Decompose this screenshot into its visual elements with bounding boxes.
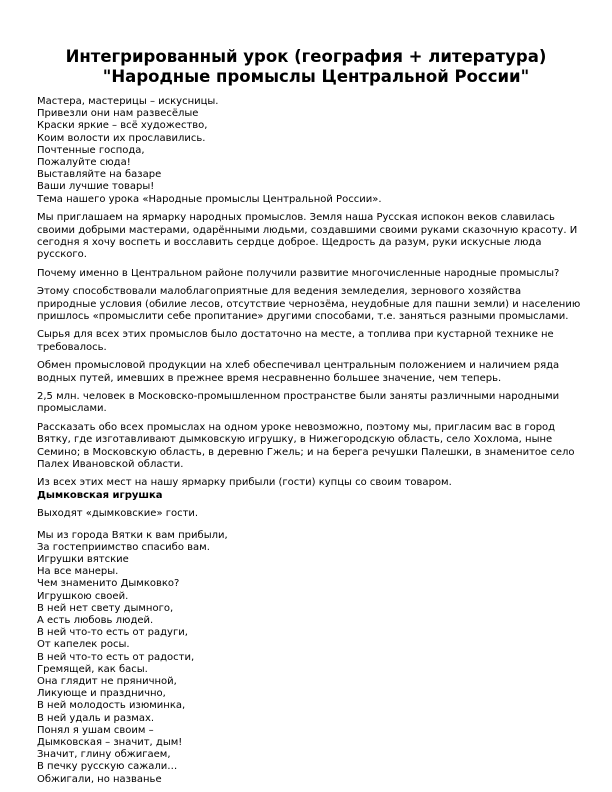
paragraph: Сырья для всех этих промыслов было достаточно на месте, а топлива при кустарной технике не требовалось.: [37, 329, 554, 353]
verse-line: Гремящей, как басы.: [37, 663, 148, 675]
paragraph: Из всех этих мест на нашу ярмарку прибыли (гости) купцы со своим товаром.: [37, 477, 452, 489]
paragraph: Обмен промысловой продукции на хлеб обеспечивал центральным положением и наличием ряда водных путей, имевших в прежнее время несравненно большее значение, чем теперь.: [37, 360, 560, 384]
verse-line: А есть любовь людей.: [37, 615, 154, 627]
page-title: [0, 47, 612, 87]
verse-line: Игрушки вятские: [37, 554, 129, 565]
verse-line: В печку русскую сажали…: [37, 761, 178, 773]
verse-line: В ней нет свету дымного,: [37, 602, 174, 614]
verse-line: Выставляйте на базаре: [37, 169, 162, 181]
document-body: [37, 96, 581, 786]
verse-line: В ней удаль и размах.: [37, 712, 155, 724]
verse-line: Краски яркие – всё художество,: [37, 120, 208, 132]
title-line-2: "Народные промыслы Центральной России": [102, 67, 530, 86]
intro-verse: [37, 96, 581, 206]
verse-line: Понял я ушам своим –: [37, 724, 154, 736]
verse-line: От капелек росы.: [37, 639, 130, 651]
paragraph: Почему именно в Центральном районе получили развитие многочисленные народные промыслы?: [37, 267, 560, 279]
verse-line: Пожалуйте сюда!: [37, 157, 131, 169]
verse-line: Дымковская – значит, дым!: [37, 737, 183, 749]
verse-line: В ней что-то есть от радости,: [37, 651, 195, 663]
verse-line: Мастера, мастерицы – искусницы.: [37, 96, 219, 107]
verse-line: На все манеры.: [37, 566, 119, 578]
verse-line: Она глядит не пряничной,: [37, 676, 177, 688]
paragraph: Этому способствовали малоблагоприятные для ведения земледелия, зернового хозяйства природные условия (обилие лесов, отсутствие чернозёма, неудобные для пашни земли) и населению пришлось «промыслити себе пропитание» другими способами, т.е. заняться разными промыслами.: [37, 286, 581, 322]
verse-line: Привезли они нам развесёлые: [37, 108, 199, 120]
verse-line: В ней молодость изюминка,: [37, 700, 186, 712]
lesson-topic: Тема нашего урока «Народные промыслы Центральной России».: [37, 193, 382, 205]
verse-line: За гостеприимство спасибо вам.: [37, 541, 210, 553]
verse-line: Обжигали, но названье: [37, 773, 162, 785]
verse-line: Мы из города Вятки к вам прибыли,: [37, 529, 228, 541]
verse-line: Коим волости их прославились.: [37, 132, 206, 144]
dymkovo-verse: [37, 530, 581, 786]
section-intro: Выходят «дымковские» гости.: [37, 508, 199, 520]
section-heading: Дымковская игрушка: [37, 489, 163, 501]
verse-line: Чем знаменито Дымковко?: [37, 578, 180, 590]
verse-line: В ней что-то есть от радуги,: [37, 627, 188, 639]
verse-line: Игрушкою своей.: [37, 590, 129, 602]
verse-line: Значит, глину обжигаем,: [37, 749, 171, 761]
verse-line: Ликующе и празднично,: [37, 688, 166, 700]
title-line-1: Интегрированный урок (география + литература): [65, 47, 547, 66]
paragraph: Рассказать обо всех промыслах на одном уроке невозможно, поэтому мы, пригласим вас в город Вятку, где изготавливают дымковскую игрушку, в Нижегородскую область, село Хохлома, ныне Семино; в Московскую область, в деревню Гжель; и на берега речушки Палешки, в знаменитое село Палех Ивановской области.: [37, 422, 575, 470]
verse-line: Почтенные господа,: [37, 144, 145, 156]
paragraph: 2,5 млн. человек в Московско-промышленном пространстве были заняты различными народными промыслами.: [37, 391, 560, 415]
paragraph: Мы приглашаем на ярмарку народных промыслов. Земля наша Русская испокон веков славилась своими добрыми мастерами, одарёнными людьми, создавшими своими руками сказочную красоту. И сегодня я хочу воспеть и восславить сердце доброе. Щедрость да разум, руки искусные люда русского.: [37, 212, 578, 260]
verse-line: Ваши лучшие товары!: [37, 181, 155, 193]
